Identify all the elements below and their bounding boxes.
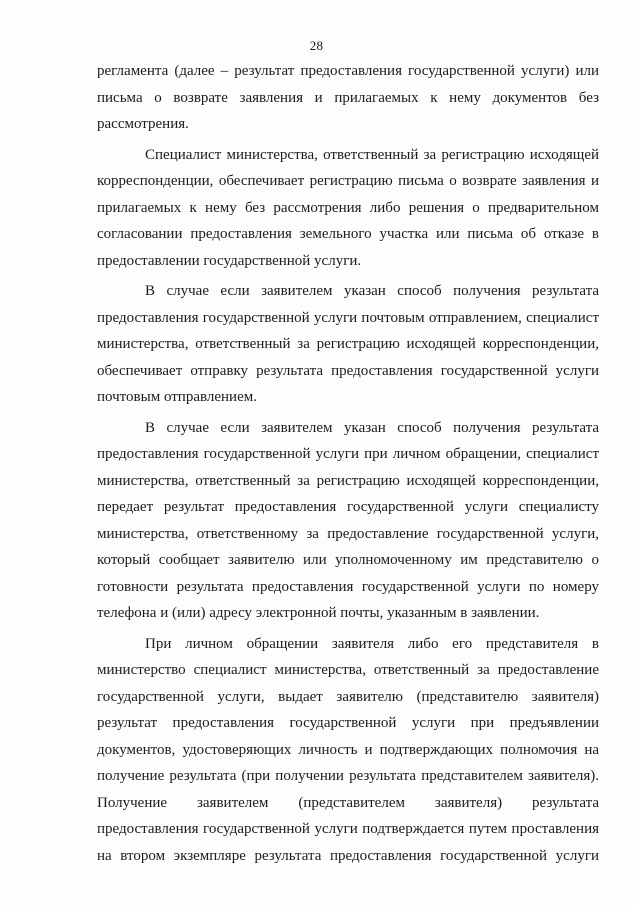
paragraph-registration: Специалист министерства, ответственный за регистрацию исходящей корреспонденции, обеспечивает регистрацию письма о возврате заявления и прилагаемых к нему без рассмотрения либо решения о предварительном согласовании предоставления земельного участка или письма об отказе в предоставлении государственной услуги.: [97, 146, 599, 269]
paragraph-issuance: При личном обращении заявителя либо его представителя в министерство специалист министерства, ответственный за предоставление государственной услуги, выдает заявителю (представителю заявителя) результат предоставления государственной услуги при предъявлении документов, удостоверяющих личность и подтверждающих полномочия на получение результата (при получении результата представителем заявителя). Получение заявителем (представителем заявителя) результата предоставления государственной услуги подтверждается путем проставления на втором экземпляре результата предоставления государственной услуги: [97, 635, 599, 864]
page-number: 28: [309, 38, 324, 53]
paragraph-personal-visit: В случае если заявителем указан способ получения результата предоставления государственной услуги при личном обращении, специалист министерства, ответственный за регистрацию исходящей корреспонденции, передает результат предоставления государственной услуги специалисту министерства, ответственному за предоставление государственной услуги, который сообщает заявителю или уполномоченному им представителю о готовности результата предоставления государственной услуги по номеру телефона и (или) адресу электронной почты, указанным в заявлении.: [97, 419, 599, 621]
paragraph-continuation: регламента (далее – результат предоставления государственной услуги) или письма о возврате заявления и прилагаемых к нему документов без рассмотрения.: [97, 63, 599, 132]
body-text: [97, 58, 599, 869]
paragraph-postal-delivery: В случае если заявителем указан способ получения результата предоставления государственной услуги почтовым отправлением, специалист министерства, ответственный за регистрацию исходящей корреспонденции, обеспечивает отправку результата предоставления государственной услуги почтовым отправлением.: [97, 283, 599, 405]
